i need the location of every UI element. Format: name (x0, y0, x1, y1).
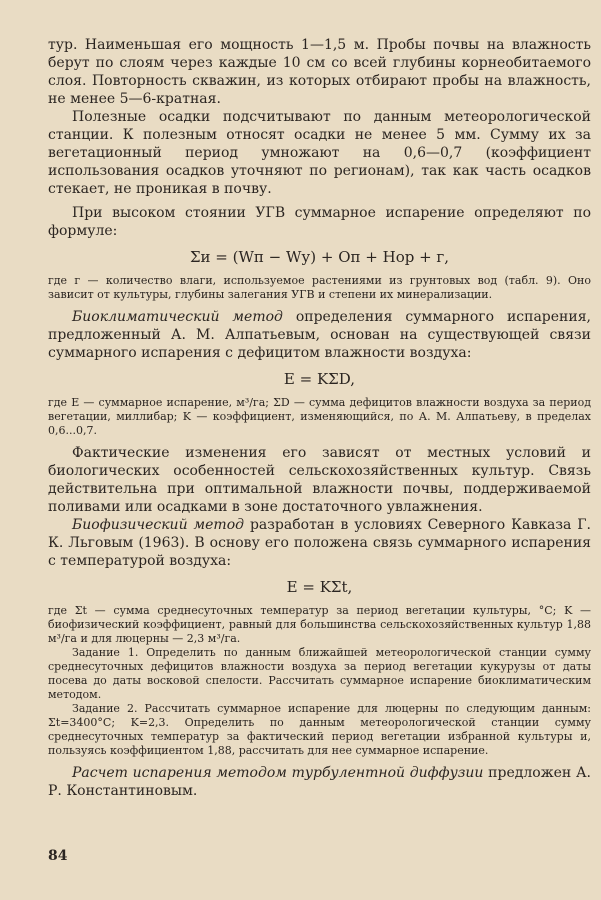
paragraph-2: Полезные осадки подсчитывают по данным метеорологической станции. К полезным относят осадки не менее 5 мм. Сумму их за вегетационный период умножают на 0,6—0,7 (коэффициент использования осадков уточняют по регионам), так как часть осадков стекает, не проникая в почву. (48, 109, 591, 197)
paragraph-5-text: определения суммарного испарения, предложенный А. М. Алпатьевым, основан на существующей связи суммарного испарения с дефицитом влажности воздуха: (48, 309, 592, 361)
biophysical-method-term: Биофизический метод (72, 517, 245, 533)
page-number: 84 (48, 848, 68, 864)
formula-bioclimatic: E = KΣD, (283, 370, 356, 388)
paragraph-3: При высоком стоянии УГВ суммарное испарение определяют по формуле: (48, 205, 591, 239)
paragraph-1: тур. Наименьшая его мощность 1—1,5 м. Пробы почвы на влажность берут по слоям через каждые 10 см со всей глубины корнеобитаемого слоя. Повторность скважин, из которых отбирают пробы на влажность, не менее 5—6-кратная. (48, 37, 591, 107)
task-1 (48, 646, 591, 702)
paragraph-6: где E — суммарное испарение, м³/га; ΣD — сумма дефицитов влажности воздуха за период вегетации, миллибар; K — коэффициент, изменяющийся, по А. М. Алпатьеву, в пределах 0,6...0,7. (48, 396, 591, 437)
paragraph-10-text: предложен А. Р. Константиновым. (48, 765, 591, 799)
task-1-text: Определить по данным ближайшей метеорологической станции сумму среднесуточных дефицитов влажности воздуха за период вегетации кукурузы от даты посева до даты восковой спелости. Рассчитать суммарное испарение биоклиматическим методом. (48, 646, 591, 701)
paragraph-10 (48, 764, 591, 800)
paragraph-7: Фактические изменения его зависят от местных условий и биологических особенностей сельскохозяйственных культур. Связь действительна при оптимальной влажности почвы, поддерживаемой поливами или осадками в зоне достаточного увлажнения. (48, 445, 591, 515)
task-2-label: Задание 2. (72, 702, 138, 715)
paragraph-8-text: разработан в условиях Северного Кавказа Г. К. Льговым (1963). В основу его положена связь суммарного испарения с температурой воздуха: (48, 517, 591, 569)
paragraph-4: где г — количество влаги, используемое растениями из грунтовых вод (табл. 9). Оно зависит от культуры, глубины залегания УГВ и степени их минерализации. (48, 274, 591, 301)
paragraph-9: где Σt — сумма среднесуточных температур за период вегетации культуры, °C; K — биофизический коэффициент, равный для большинства сельскохозяйственных культур 1,88 м³/га и для люцерны — 2,3 м³/га. (48, 604, 591, 645)
task-2-text: Рассчитать суммарное испарение для люцерны по следующим данным: Σt=3400°C; K=2,3. Определить по данным метеорологической станции сумму среднесуточных температур за фактический период вегетации избранной культуры и, пользуясь коэффициентом 1,88, рассчитать для нее суммарное испарение. (48, 702, 591, 757)
bioclimatic-method-term: Биоклиматический метод (72, 309, 283, 325)
task-2 (48, 702, 591, 758)
formula-total-evaporation: Σи = (Wп − Wу) + Oп + Hор + г, (189, 248, 450, 266)
paragraph-8 (48, 516, 591, 570)
formula-biophysical: E = KΣt, (286, 578, 353, 596)
paragraph-5 (48, 308, 591, 362)
task-1-label: Задание 1. (72, 646, 139, 659)
turbulent-diffusion-term: Расчет испарения методом турбулентной диффузии (72, 765, 484, 781)
